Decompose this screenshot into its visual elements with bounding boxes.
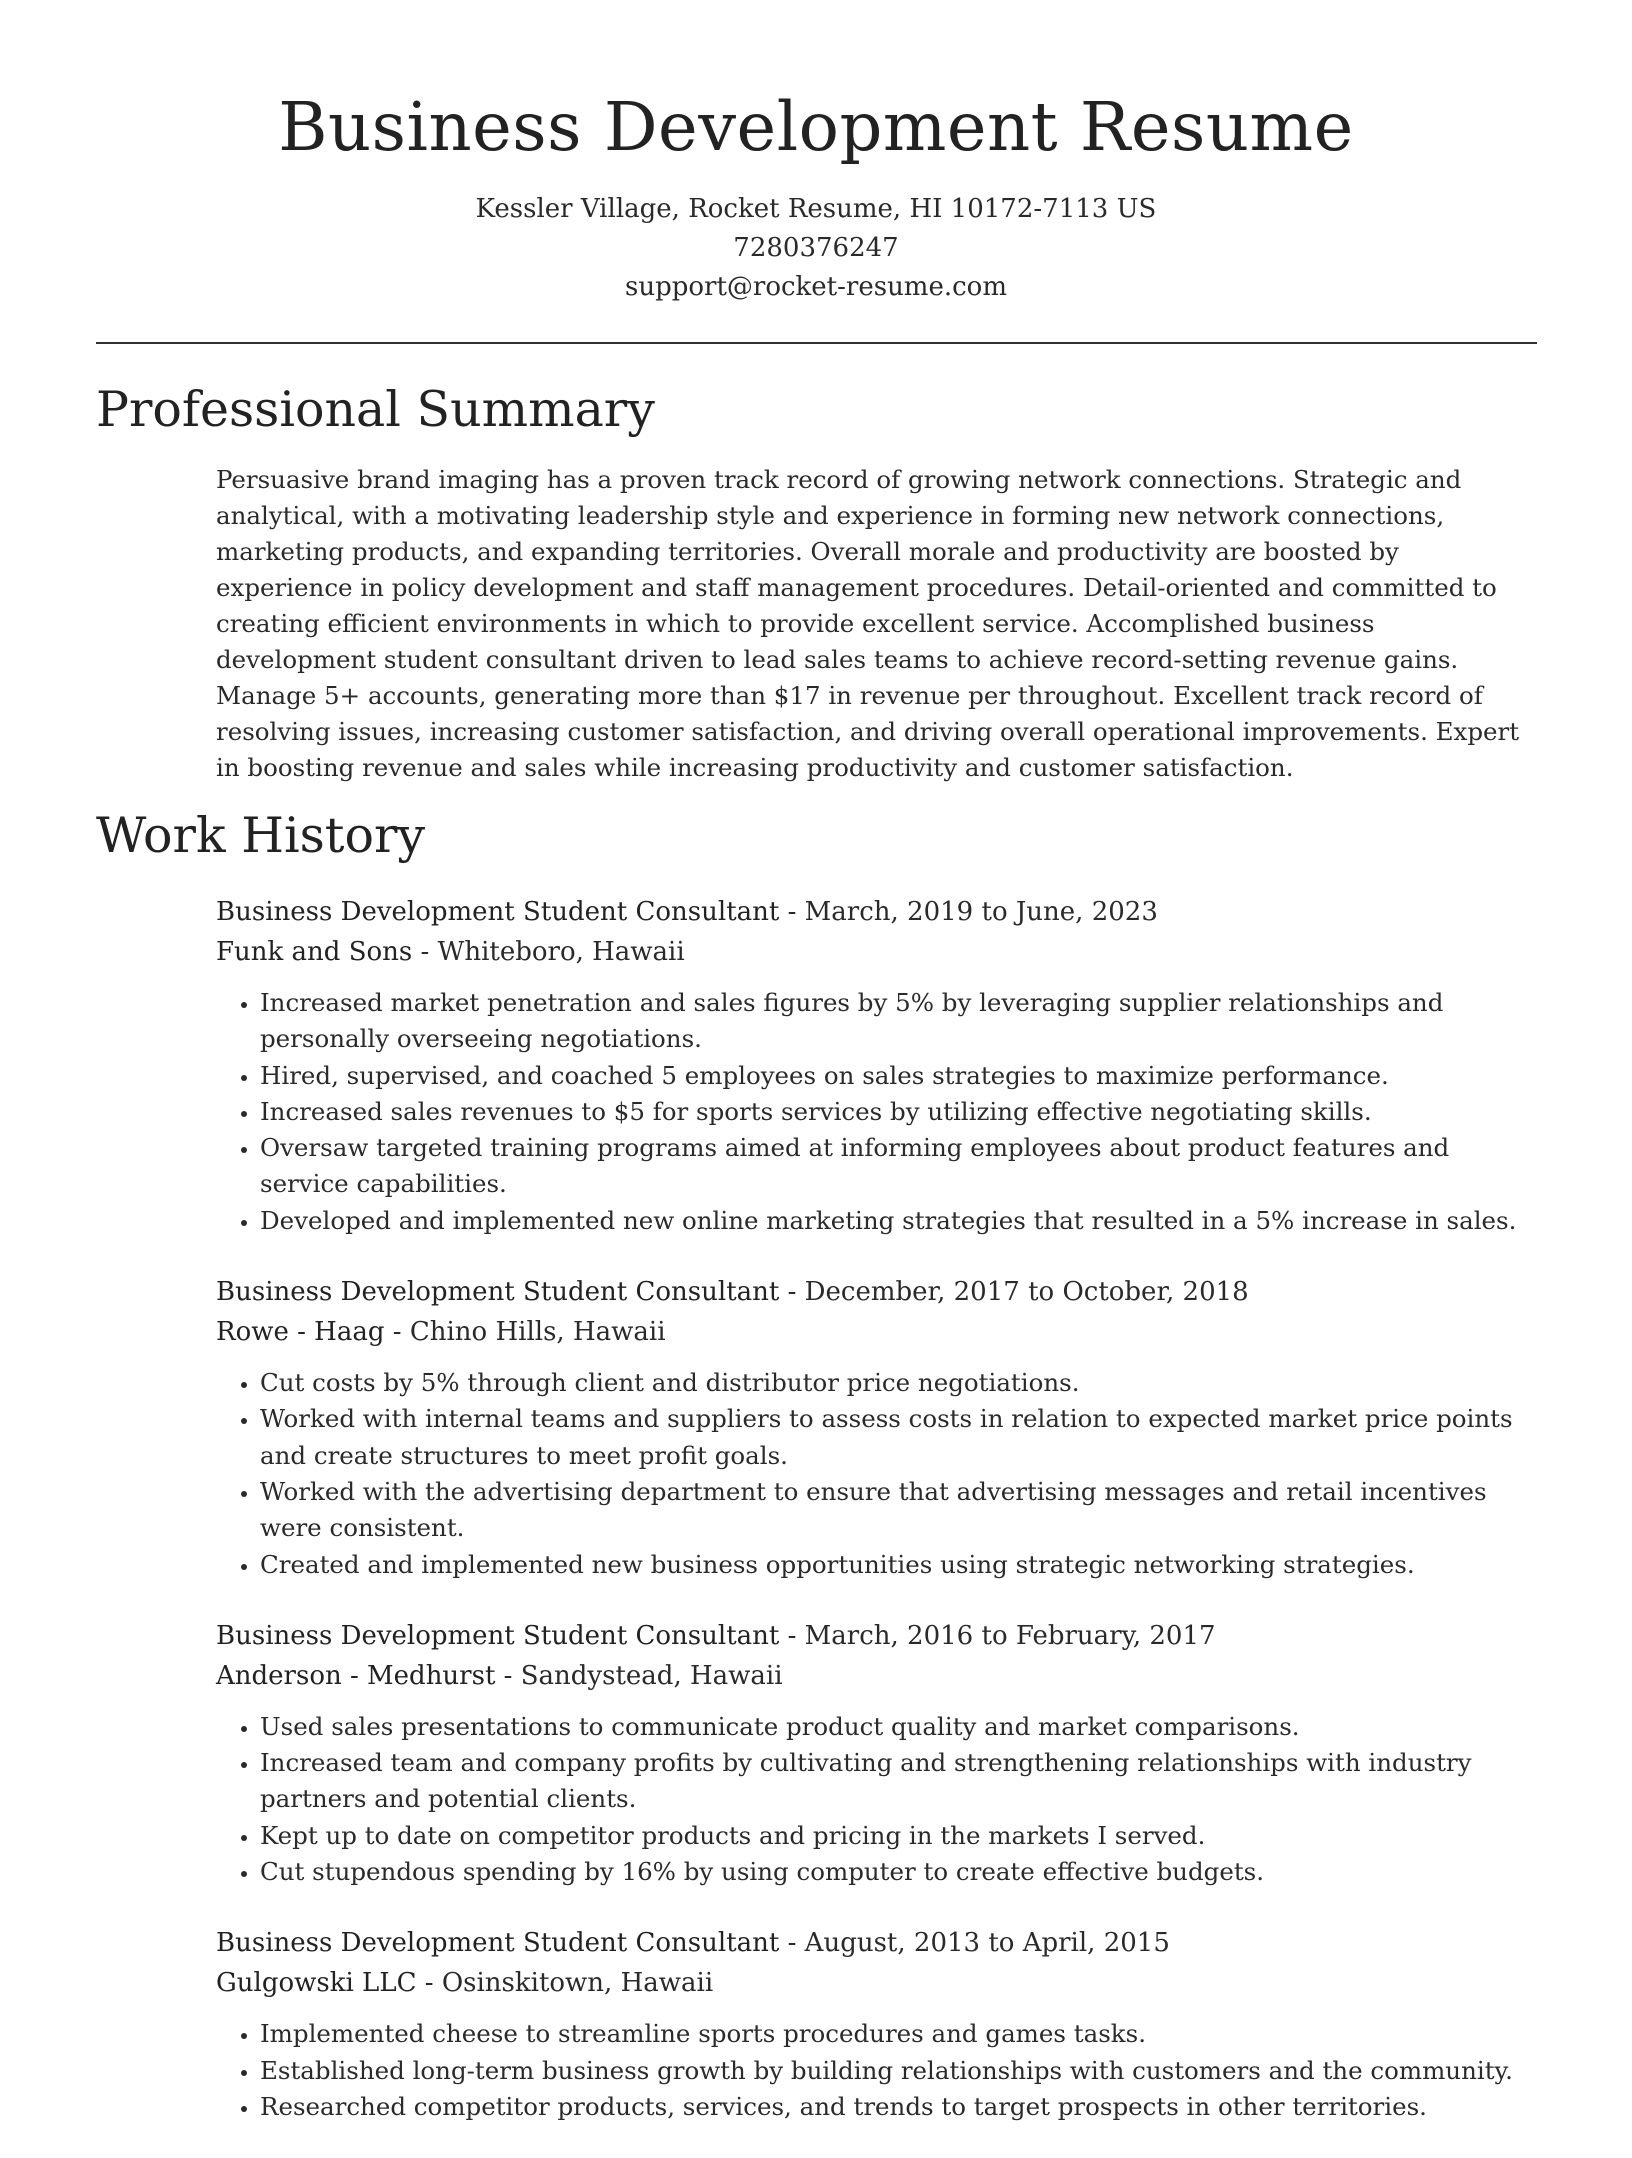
job-entry	[216, 1272, 1538, 1583]
job-bullet: • Established long-term business growth by building relationships with customers and the community.	[260, 2053, 1538, 2089]
summary-heading: Professional Summary	[96, 381, 655, 438]
job-bullets	[216, 1365, 1538, 1583]
contact-block	[0, 190, 1632, 307]
separator: -	[416, 1968, 442, 1999]
job-bullets	[216, 985, 1538, 1239]
job-title-line	[216, 1923, 1538, 1963]
separator: -	[384, 1317, 410, 1348]
contact-address: Kessler Village, Rocket Resume, HI 10172-7113 US	[475, 194, 1157, 224]
job-dates: August, 2013 to April, 2015	[804, 1928, 1170, 1959]
job-bullet: • Increased market penetration and sales figures by 5% by leveraging supplier relationships and personally overseeing negotiations.	[260, 985, 1538, 1058]
job-company-line	[216, 932, 1538, 972]
header-divider	[96, 342, 1537, 344]
job-company: Funk and Sons	[216, 937, 413, 967]
job-title: Business Development Student Consultant	[216, 1928, 780, 1959]
summary-text: Persuasive brand imaging has a proven track record of growing network connections. Strategic and analytical, with a motivating leadership style and experience in forming new network connections, marketing products, and expanding territories. Overall morale and productivity are boosted by experience in policy development and staff management procedures. Detail-oriented and committed to creating efficient environments in which to provide excellent service. Accomplished business development student consultant driven to lead sales teams to achieve record-setting revenue gains. Manage 5+ accounts, generating more than $17 in revenue per throughout. Excellent track record of resolving issues, increasing customer satisfaction, and driving overall operational improvements. Expert in boosting revenue and sales while increasing productivity and customer satisfaction.	[216, 465, 1520, 782]
resume-header	[0, 0, 1632, 307]
job-bullet: • Kept up to date on competitor products and pricing in the markets I served.	[260, 1818, 1538, 1854]
work-history-heading: Work History	[96, 807, 426, 864]
job-bullet: • Cut stupendous spending by 16% by using computer to create effective budgets.	[260, 1854, 1538, 1890]
job-company: Rowe - Haag	[216, 1317, 385, 1348]
job-bullet: • Worked with internal teams and suppliers to assess costs in relation to expected market price points and create structures to meet profit goals.	[260, 1401, 1538, 1474]
job-entry	[216, 1923, 1538, 2125]
job-entry	[216, 1616, 1538, 1890]
job-title-line	[216, 1272, 1538, 1312]
separator: -	[779, 897, 805, 927]
job-location: Chino Hills, Hawaii	[409, 1317, 666, 1348]
job-company-line	[216, 1312, 1538, 1352]
job-bullets	[216, 1709, 1538, 1890]
job-title-line	[216, 892, 1538, 932]
job-bullet: • Increased team and company profits by cultivating and strengthening relationships with industry partners and potential clients.	[260, 1745, 1538, 1818]
job-title: Business Development Student Consultant	[216, 1620, 780, 1651]
separator: -	[412, 937, 438, 967]
job-location: Sandystead, Hawaii	[520, 1660, 783, 1691]
job-bullet: • Developed and implemented new online marketing strategies that resulted in a 5% increase in sales.	[260, 1203, 1538, 1239]
job-bullet: • Created and implemented new business opportunities using strategic networking strategies.	[260, 1547, 1538, 1583]
job-bullet: • Cut costs by 5% through client and distributor price negotiations.	[260, 1365, 1538, 1401]
job-company-line	[216, 1656, 1538, 1696]
separator: -	[779, 1928, 805, 1959]
work-history-list	[216, 892, 1538, 2158]
job-bullet: • Worked with the advertising department to ensure that advertising messages and retail incentives were consistent.	[260, 1474, 1538, 1547]
job-dates: December, 2017 to October, 2018	[804, 1277, 1249, 1308]
contact-email: support@rocket-resume.com	[624, 272, 1007, 302]
job-company: Anderson - Medhurst	[216, 1660, 496, 1691]
job-title-line	[216, 1616, 1538, 1656]
job-bullet: • Researched competitor products, services, and trends to target prospects in other territories.	[260, 2089, 1538, 2125]
job-title: Business Development Student Consultant	[216, 1277, 780, 1308]
job-location: Osinskitown, Hawaii	[441, 1968, 714, 1999]
separator: -	[495, 1660, 521, 1691]
resume-title: Business Development Resume	[278, 88, 1354, 166]
job-location: Whiteboro, Hawaii	[437, 937, 685, 967]
contact-phone: 7280376247	[733, 233, 899, 263]
separator: -	[779, 1620, 805, 1651]
job-dates: March, 2016 to February, 2017	[804, 1620, 1216, 1651]
job-bullet: • Implemented cheese to streamline sports procedures and games tasks.	[260, 2016, 1538, 2052]
separator: -	[779, 1277, 805, 1308]
job-bullets	[216, 2016, 1538, 2125]
job-bullet: • Hired, supervised, and coached 5 employees on sales strategies to maximize performance.	[260, 1058, 1538, 1094]
job-bullet: • Used sales presentations to communicate product quality and market comparisons.	[260, 1709, 1538, 1745]
job-bullet: • Increased sales revenues to $5 for sports services by utilizing effective negotiating skills.	[260, 1094, 1538, 1130]
job-title: Business Development Student Consultant	[216, 897, 780, 927]
job-dates: March, 2019 to June, 2023	[804, 897, 1158, 927]
job-entry	[216, 892, 1538, 1239]
job-bullet: • Oversaw targeted training programs aimed at informing employees about product features and service capabilities.	[260, 1130, 1538, 1203]
job-company: Gulgowski LLC	[216, 1968, 417, 1999]
job-company-line	[216, 1963, 1538, 2003]
